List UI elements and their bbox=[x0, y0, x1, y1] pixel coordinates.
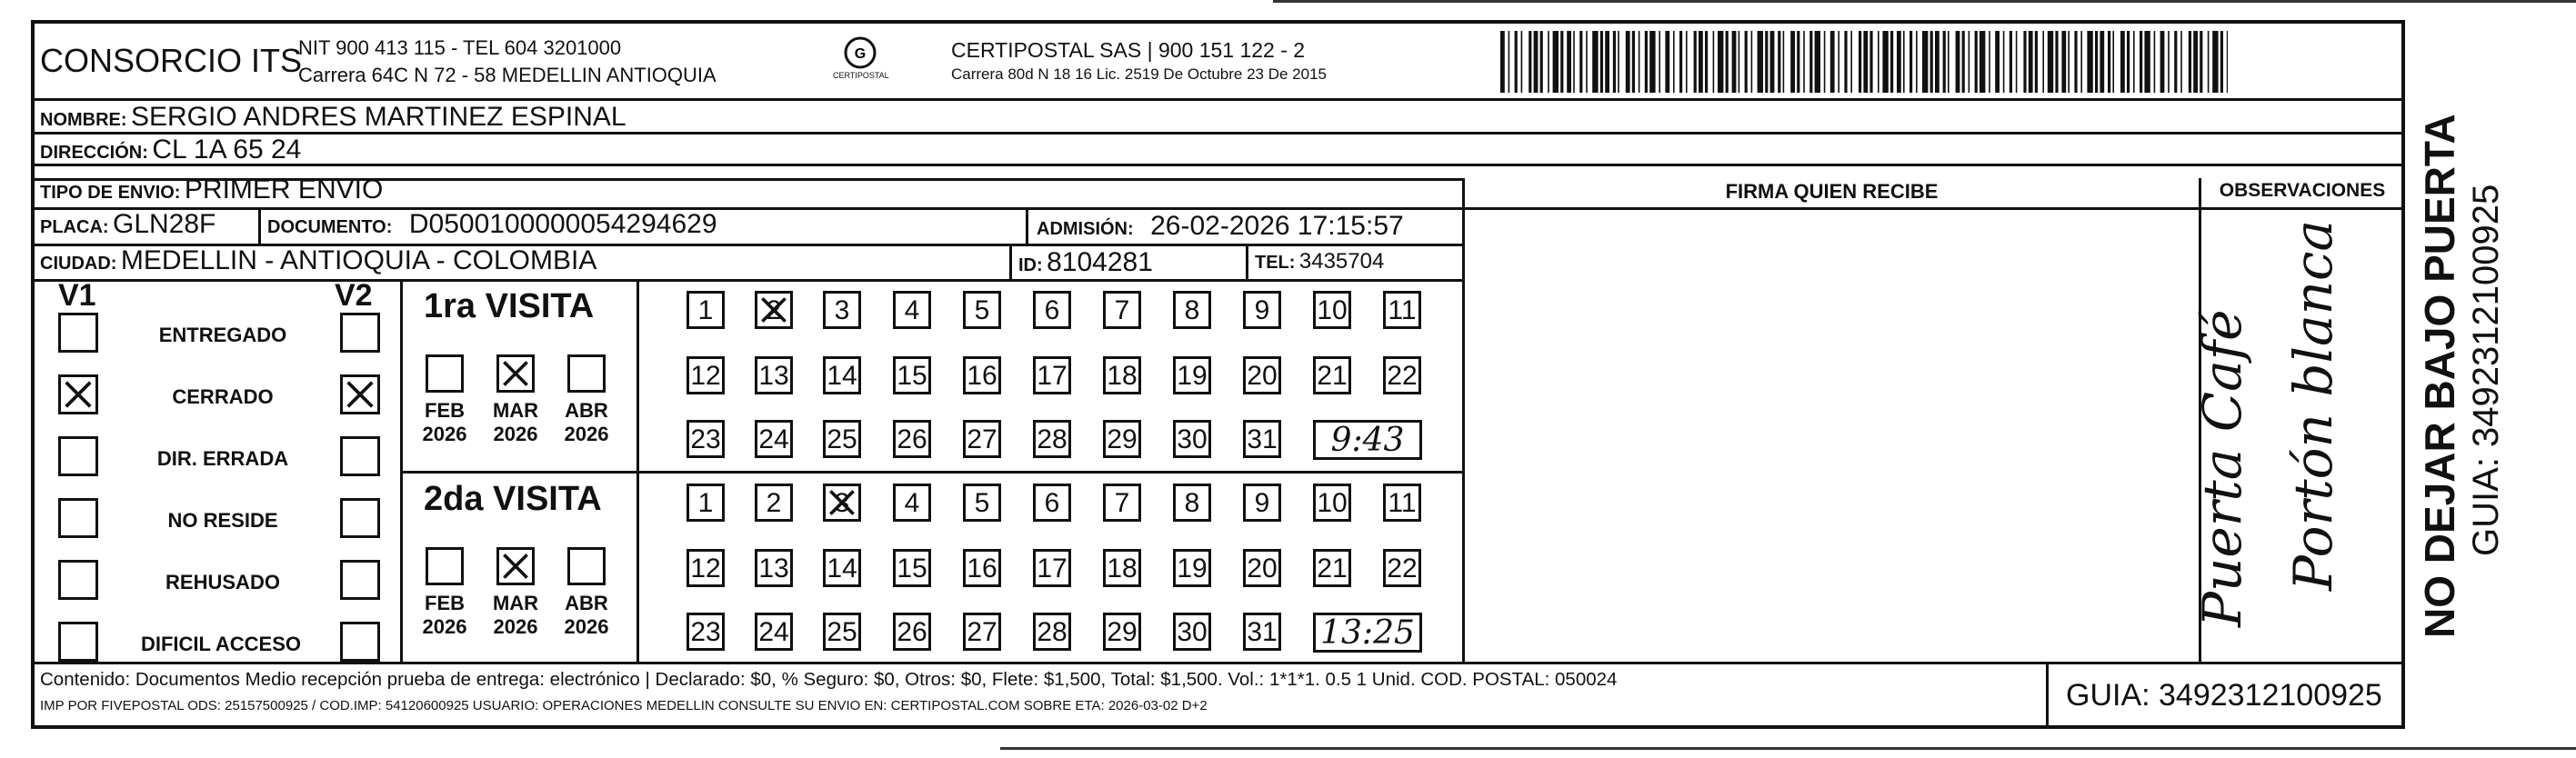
day-box[interactable] bbox=[755, 549, 793, 587]
status-option-label: NO RESIDE bbox=[167, 509, 278, 532]
day-number: 7 bbox=[1114, 295, 1130, 325]
ciudad-value: MEDELLIN - ANTIOQUIA - COLOMBIA bbox=[120, 245, 597, 275]
status-option-label: CERRADO bbox=[172, 385, 274, 408]
tipo-row bbox=[40, 175, 383, 205]
status-option-label: DIFICIL ACCESO bbox=[140, 633, 301, 655]
divider-visits bbox=[400, 471, 1464, 474]
day-number: 29 bbox=[1107, 424, 1138, 454]
day-number: 18 bbox=[1107, 554, 1138, 583]
day-number: 12 bbox=[690, 361, 721, 391]
day-number: 13 bbox=[758, 361, 789, 391]
day-box[interactable] bbox=[893, 291, 931, 329]
v2-checkbox[interactable] bbox=[340, 374, 380, 414]
logo-text: CERTIPOSTAL bbox=[833, 71, 889, 80]
day-number: 4 bbox=[904, 488, 920, 518]
day-box[interactable] bbox=[1173, 420, 1211, 458]
day-box[interactable] bbox=[1383, 484, 1421, 522]
day-number: 16 bbox=[967, 554, 997, 583]
day-number: 24 bbox=[758, 617, 789, 647]
day-number: 24 bbox=[758, 424, 789, 454]
tel-label: TEL: bbox=[1255, 253, 1296, 273]
observacion-line1: Puerta Café bbox=[2191, 309, 2253, 627]
day-box[interactable] bbox=[1033, 356, 1071, 394]
day-box[interactable] bbox=[1313, 549, 1351, 587]
day-number: 1 bbox=[697, 295, 714, 325]
month-checkbox[interactable] bbox=[567, 354, 606, 393]
year-label: 2026 bbox=[422, 423, 467, 445]
day-box[interactable] bbox=[823, 613, 861, 651]
day-number: 28 bbox=[1037, 424, 1067, 454]
side-guia-text: GUIA: 3492312100925 bbox=[2466, 184, 2506, 556]
day-number: 19 bbox=[1177, 361, 1208, 391]
day-box[interactable] bbox=[687, 484, 725, 522]
footer-guia: GUIA: 3492312100925 bbox=[2066, 678, 2382, 713]
year-label: 2026 bbox=[422, 615, 467, 638]
day-number: 29 bbox=[1107, 617, 1138, 647]
day-box[interactable] bbox=[1033, 291, 1071, 329]
day-box[interactable] bbox=[1383, 549, 1421, 587]
v2-checkbox[interactable] bbox=[340, 436, 380, 476]
month-label: MAR bbox=[492, 592, 539, 614]
day-box[interactable] bbox=[1033, 484, 1071, 522]
day-box[interactable] bbox=[823, 484, 861, 522]
day-number: 11 bbox=[1388, 295, 1417, 325]
observaciones-header: OBSERVACIONES bbox=[2219, 180, 2386, 201]
day-box[interactable] bbox=[687, 613, 725, 651]
day-box[interactable] bbox=[963, 420, 1001, 458]
day-number: 10 bbox=[1317, 295, 1348, 325]
day-number: 16 bbox=[967, 361, 997, 391]
placa-row bbox=[40, 209, 216, 240]
day-number: 21 bbox=[1317, 361, 1348, 391]
day-box[interactable] bbox=[687, 291, 725, 329]
month-checkbox[interactable] bbox=[496, 354, 535, 393]
v1-checkbox[interactable] bbox=[58, 313, 98, 353]
top-edge bbox=[1273, 0, 2576, 8]
divider-id-tel bbox=[1246, 244, 1248, 280]
v1-header: V1 bbox=[58, 278, 96, 313]
day-number: 22 bbox=[1387, 361, 1418, 391]
day-number: 15 bbox=[897, 361, 927, 391]
visit-title: 2da VISITA bbox=[424, 480, 602, 518]
day-number: 13 bbox=[758, 554, 789, 583]
v2-checkbox[interactable] bbox=[340, 560, 380, 600]
signature-area[interactable] bbox=[1466, 211, 2197, 660]
day-box[interactable] bbox=[963, 356, 1001, 394]
day-number: 20 bbox=[1247, 554, 1278, 583]
day-box[interactable] bbox=[755, 291, 793, 329]
admision-value: 26-02-2026 17:15:57 bbox=[1150, 211, 1404, 241]
tel-row bbox=[1255, 249, 1384, 274]
placa-value: GLN28F bbox=[113, 209, 216, 239]
day-box[interactable] bbox=[687, 549, 725, 587]
month-checkbox[interactable] bbox=[567, 547, 606, 585]
day-number: 30 bbox=[1177, 617, 1208, 647]
v1-checkbox[interactable] bbox=[58, 622, 98, 662]
nombre-label: NOMBRE: bbox=[40, 110, 127, 130]
divider-placa-doc bbox=[258, 207, 261, 244]
day-number: 17 bbox=[1037, 361, 1067, 391]
day-box[interactable] bbox=[823, 356, 861, 394]
day-number: 6 bbox=[1044, 295, 1060, 325]
month-checkbox[interactable] bbox=[426, 547, 464, 585]
day-number: 10 bbox=[1317, 488, 1348, 518]
day-box[interactable] bbox=[1243, 484, 1281, 522]
year-label: 2026 bbox=[493, 615, 538, 638]
day-box[interactable] bbox=[963, 613, 1001, 651]
year-label: 2026 bbox=[493, 423, 538, 445]
divider-doc-adm bbox=[1026, 207, 1028, 244]
day-number: 7 bbox=[1114, 488, 1130, 518]
day-number: 4 bbox=[904, 295, 920, 325]
day-box[interactable] bbox=[1243, 420, 1281, 458]
day-box[interactable] bbox=[963, 549, 1001, 587]
nombre-row bbox=[40, 102, 626, 133]
day-box[interactable] bbox=[755, 613, 793, 651]
documento-row bbox=[267, 209, 717, 240]
day-box[interactable] bbox=[1243, 356, 1281, 394]
day-box[interactable] bbox=[1243, 613, 1281, 651]
day-box[interactable] bbox=[823, 291, 861, 329]
observacion-line2: Portón blanca bbox=[2282, 219, 2344, 591]
day-number: 1 bbox=[697, 488, 714, 518]
day-box[interactable] bbox=[1173, 613, 1211, 651]
day-number: 14 bbox=[827, 554, 857, 583]
time-box[interactable] bbox=[1313, 613, 1422, 653]
tipo-label: TIPO DE ENVIO: bbox=[40, 183, 181, 203]
day-number: 2 bbox=[766, 295, 782, 325]
no-dejar-text: NO DEJAR BAJO PUERTA bbox=[2416, 114, 2463, 638]
day-box[interactable] bbox=[1033, 549, 1071, 587]
day-number: 18 bbox=[1107, 361, 1138, 391]
day-box[interactable] bbox=[687, 420, 725, 458]
divider-status-visit bbox=[400, 279, 403, 662]
carrier-line1: CERTIPOSTAL SAS | 900 151 122 - 2 bbox=[951, 38, 1306, 62]
day-box[interactable] bbox=[1103, 549, 1141, 587]
day-box[interactable] bbox=[1103, 484, 1141, 522]
v2-checkbox[interactable] bbox=[340, 313, 380, 353]
day-box[interactable] bbox=[1033, 613, 1071, 651]
day-box[interactable] bbox=[755, 356, 793, 394]
tel-value: 3435704 bbox=[1298, 249, 1385, 274]
day-number: 31 bbox=[1247, 617, 1278, 647]
day-number: 25 bbox=[827, 424, 857, 454]
divider-header bbox=[31, 98, 2405, 101]
nombre-value: SERGIO ANDRES MARTINEZ ESPINAL bbox=[131, 102, 626, 132]
day-number: 26 bbox=[897, 617, 927, 647]
day-number: 15 bbox=[897, 554, 927, 583]
day-box[interactable] bbox=[687, 356, 725, 394]
day-number: 8 bbox=[1184, 488, 1200, 518]
status-option-label: DIR. ERRADA bbox=[156, 447, 289, 470]
day-box[interactable] bbox=[823, 549, 861, 587]
visit-title: 1ra VISITA bbox=[424, 287, 595, 325]
tipo-value: PRIMER ENVIO bbox=[184, 175, 384, 204]
day-box[interactable] bbox=[1103, 613, 1141, 651]
day-box[interactable] bbox=[1103, 356, 1141, 394]
direccion-label: DIRECCIÓN: bbox=[40, 143, 148, 163]
day-number: 26 bbox=[897, 424, 927, 454]
v1-checkbox[interactable] bbox=[58, 436, 98, 476]
v2-header: V2 bbox=[335, 278, 373, 313]
company-line1: NIT 900 413 115 - TEL 604 3201000 bbox=[298, 36, 622, 59]
day-number: 5 bbox=[974, 488, 990, 518]
day-box[interactable] bbox=[1173, 549, 1211, 587]
company-name: CONSORCIO ITS bbox=[40, 42, 303, 79]
divider-direccion bbox=[31, 164, 2404, 166]
day-number: 3 bbox=[834, 295, 850, 325]
direccion-row bbox=[40, 135, 301, 165]
day-box[interactable] bbox=[1383, 356, 1421, 394]
day-box[interactable] bbox=[823, 420, 861, 458]
day-number: 25 bbox=[827, 617, 857, 647]
divider-footer-guia bbox=[2046, 662, 2049, 729]
day-box[interactable] bbox=[893, 420, 931, 458]
day-number: 12 bbox=[690, 554, 721, 583]
day-number: 9 bbox=[1254, 488, 1270, 518]
day-number: 5 bbox=[974, 295, 990, 325]
day-number: 23 bbox=[690, 617, 721, 647]
id-row bbox=[1018, 247, 1153, 278]
day-box[interactable] bbox=[963, 484, 1001, 522]
day-number: 31 bbox=[1247, 424, 1278, 454]
day-number: 27 bbox=[967, 424, 997, 454]
day-number: 6 bbox=[1044, 488, 1060, 518]
day-number: 27 bbox=[967, 617, 997, 647]
day-box[interactable] bbox=[1103, 420, 1141, 458]
day-number: 2 bbox=[766, 488, 782, 518]
day-box[interactable] bbox=[1103, 291, 1141, 329]
month-label: ABR bbox=[565, 399, 608, 422]
placa-label: PLACA: bbox=[40, 217, 109, 237]
day-box[interactable] bbox=[1173, 484, 1211, 522]
documento-value: D0500100000054294629 bbox=[408, 209, 717, 239]
v2-checkbox[interactable] bbox=[340, 622, 380, 662]
visit-time: 9:43 bbox=[1330, 422, 1405, 459]
admision-row bbox=[1037, 211, 1404, 242]
month-checkbox[interactable] bbox=[496, 547, 535, 585]
certipostal-logo bbox=[833, 33, 889, 91]
svg-text:G: G bbox=[854, 46, 867, 62]
day-box[interactable] bbox=[755, 420, 793, 458]
day-number: 21 bbox=[1317, 554, 1348, 583]
day-box[interactable] bbox=[1383, 291, 1421, 329]
day-box[interactable] bbox=[1173, 356, 1211, 394]
day-number: 22 bbox=[1387, 554, 1418, 583]
id-value: 8104281 bbox=[1047, 247, 1153, 277]
day-box[interactable] bbox=[1243, 291, 1281, 329]
firma-header: FIRMA QUIEN RECIBE bbox=[1725, 180, 1939, 203]
month-label: FEB bbox=[425, 592, 465, 614]
year-label: 2026 bbox=[564, 615, 609, 638]
documento-label: DOCUMENTO: bbox=[267, 217, 393, 237]
day-number: 11 bbox=[1388, 488, 1417, 518]
day-number: 3 bbox=[834, 488, 850, 518]
footer-imp: IMP POR FIVEPOSTAL ODS: 25157500925 / COD.IMP: 54120600925 USUARIO: OPERACIONES MEDELLIN CONSULTE SU ENVIO EN: CERTIPOSTAL.COM SOBRE ETA: 2026-03-02 D+2 bbox=[40, 698, 1208, 713]
day-box[interactable] bbox=[755, 484, 793, 522]
direccion-value: CL 1A 65 24 bbox=[152, 135, 302, 165]
company-line2: Carrera 64C N 72 - 58 MEDELLIN ANTIOQUIA bbox=[298, 64, 717, 86]
v2-checkbox[interactable] bbox=[340, 498, 380, 538]
v1-checkbox[interactable] bbox=[58, 560, 98, 600]
ciudad-row bbox=[40, 245, 596, 276]
day-box[interactable] bbox=[893, 356, 931, 394]
day-box[interactable] bbox=[893, 484, 931, 522]
day-number: 20 bbox=[1247, 361, 1278, 391]
carrier-line2: Carrera 80d N 18 16 Lic. 2519 De Octubre 23 De 2015 bbox=[951, 65, 1327, 83]
day-number: 30 bbox=[1177, 424, 1208, 454]
footer-contenido: Contenido: Documentos Medio recepción prueba de entrega: electrónico | Declarado: $0, % Seguro: $0, Otros: $0, Flete: $1,500, Total: $1,500. Vol.: 1*1*1. 0.5 1 Unid. COD. POSTAL: 050024 bbox=[40, 669, 1618, 690]
divider-footer bbox=[31, 662, 2405, 664]
day-box[interactable] bbox=[1033, 420, 1071, 458]
time-box[interactable] bbox=[1313, 420, 1422, 460]
day-number: 8 bbox=[1184, 295, 1200, 325]
barcode bbox=[1500, 31, 2228, 93]
year-label: 2026 bbox=[564, 423, 609, 445]
day-box[interactable] bbox=[963, 291, 1001, 329]
admision-label: ADMISIÓN: bbox=[1037, 219, 1134, 239]
day-box[interactable] bbox=[893, 613, 931, 651]
day-box[interactable] bbox=[893, 549, 931, 587]
day-number: 9 bbox=[1254, 295, 1270, 325]
visit-time: 13:25 bbox=[1320, 614, 1415, 652]
day-number: 28 bbox=[1037, 617, 1067, 647]
id-label: ID: bbox=[1018, 255, 1043, 275]
day-box[interactable] bbox=[1313, 291, 1351, 329]
divider-visit-days bbox=[636, 279, 639, 662]
month-label: MAR bbox=[492, 399, 539, 422]
month-label: ABR bbox=[565, 592, 608, 614]
v1-checkbox[interactable] bbox=[58, 498, 98, 538]
day-box[interactable] bbox=[1313, 484, 1351, 522]
status-option-label: REHUSADO bbox=[165, 571, 280, 593]
divider-firma bbox=[1462, 178, 1465, 662]
day-box[interactable] bbox=[1173, 291, 1211, 329]
status-option-label: ENTREGADO bbox=[158, 324, 287, 346]
day-box[interactable] bbox=[1243, 549, 1281, 587]
bottom-edge bbox=[1000, 747, 2576, 755]
day-number: 23 bbox=[690, 424, 721, 454]
v1-checkbox[interactable] bbox=[58, 374, 98, 414]
day-number: 17 bbox=[1037, 554, 1067, 583]
ciudad-label: CIUDAD: bbox=[40, 254, 117, 274]
month-checkbox[interactable] bbox=[426, 354, 464, 393]
day-number: 14 bbox=[827, 361, 857, 391]
day-box[interactable] bbox=[1313, 356, 1351, 394]
divider-ciudad-id bbox=[1009, 244, 1012, 280]
month-label: FEB bbox=[425, 399, 465, 422]
day-number: 19 bbox=[1177, 554, 1208, 583]
